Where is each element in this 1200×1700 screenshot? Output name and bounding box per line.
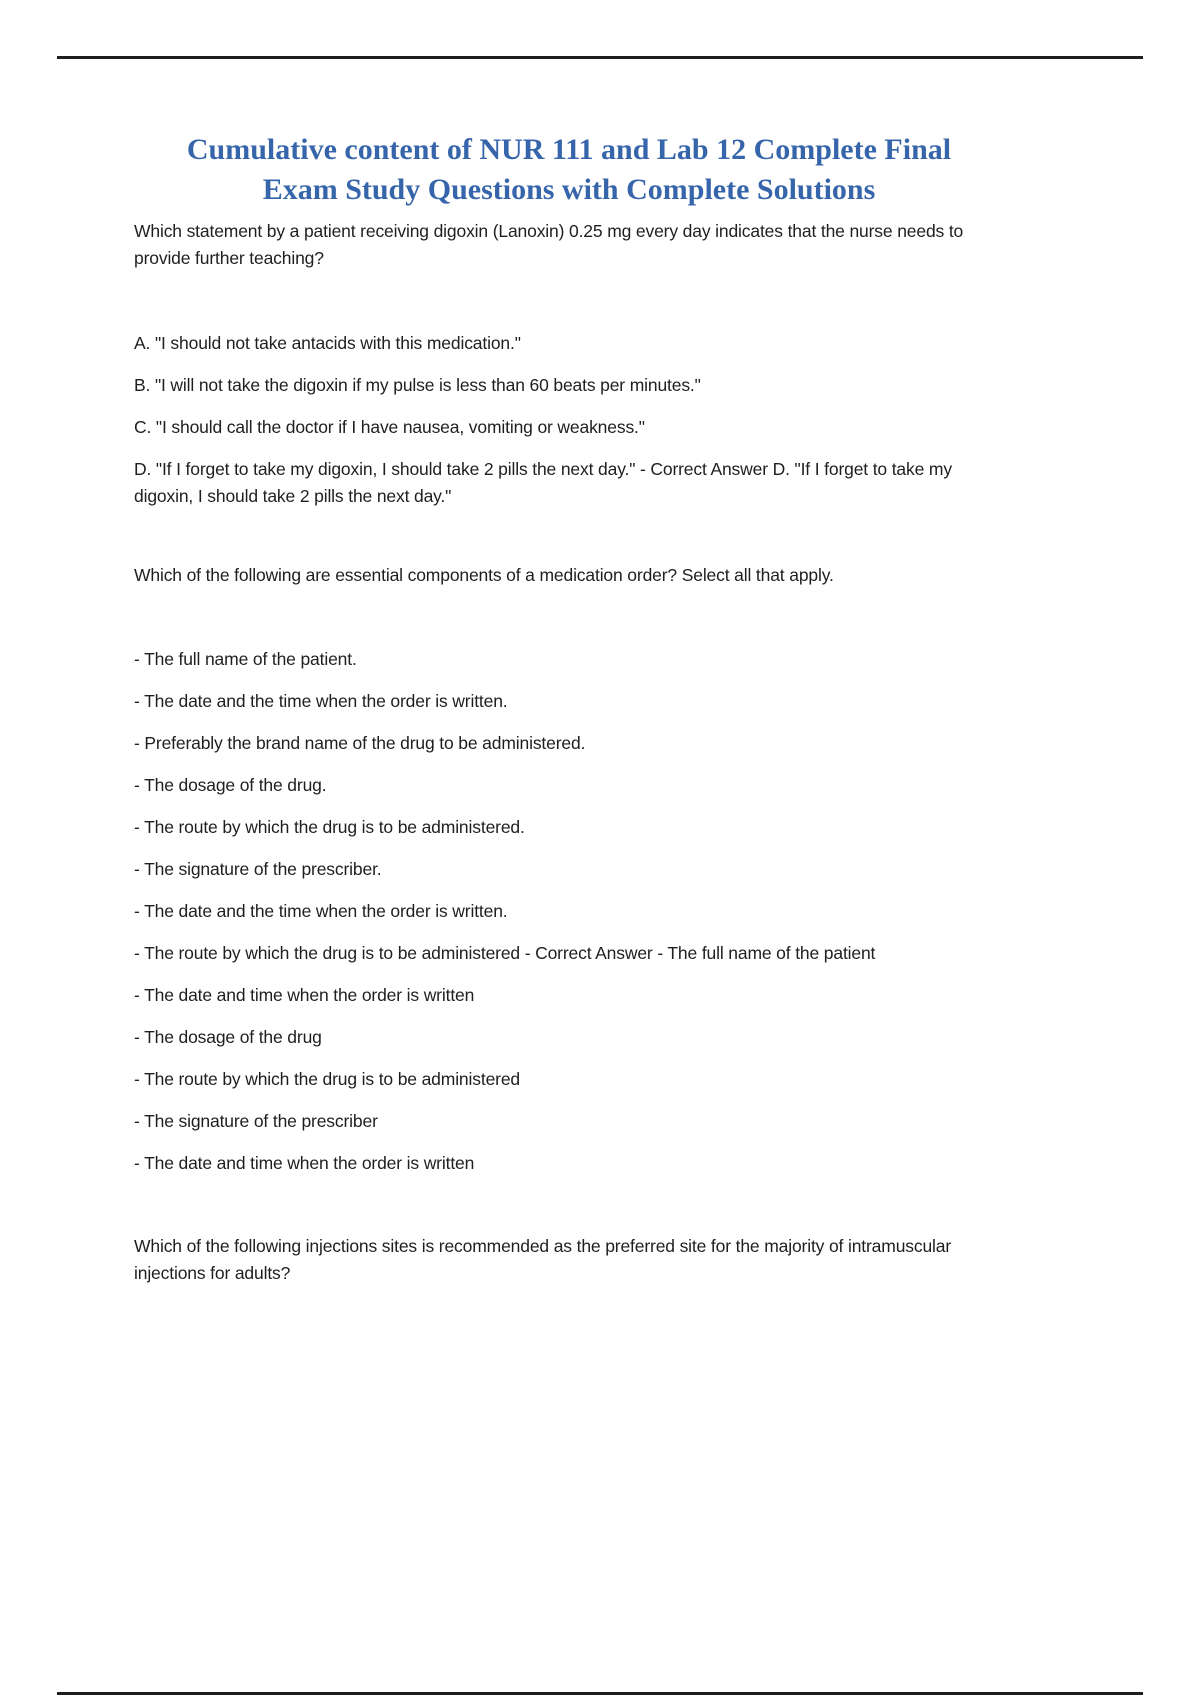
- answer-option-b: B. "I will not take the digoxin if my pulse is less than 60 beats per minutes.": [134, 375, 701, 395]
- medication-order-item-3: - Preferably the brand name of the drug to be administered.: [134, 733, 586, 753]
- medication-order-item-9: - The date and time when the order is written: [134, 985, 475, 1005]
- medication-order-item-10: - The dosage of the drug: [134, 1027, 322, 1047]
- medication-order-item-7: - The date and the time when the order is written.: [134, 901, 508, 921]
- top-horizontal-rule: [57, 56, 1143, 59]
- page-title-line-1: Cumulative content of NUR 111 and Lab 12 Complete Final: [186, 133, 952, 166]
- medication-order-item-6: - The signature of the prescriber.: [134, 859, 382, 879]
- question-2: Which of the following are essential components of a medication order? Select all that apply.: [134, 565, 834, 585]
- document-content: [134, 130, 1004, 1302]
- question-3: Which of the following injections sites is recommended as the preferred site for the majority of intramuscular injections for adults?: [134, 1236, 952, 1283]
- medication-order-item-12: - The signature of the prescriber: [134, 1111, 378, 1131]
- question-1: Which statement by a patient receiving digoxin (Lanoxin) 0.25 mg every day indicates that the nurse needs to provide further teaching?: [134, 221, 964, 268]
- page-title: [134, 130, 1004, 210]
- medication-order-item-5: - The route by which the drug is to be administered.: [134, 817, 525, 837]
- bottom-horizontal-rule: [57, 1692, 1143, 1695]
- page-title-line-2: Exam Study Questions with Complete Solutions: [262, 173, 876, 206]
- medication-order-item-2: - The date and the time when the order is written.: [134, 691, 508, 711]
- medication-order-item-1: - The full name of the patient.: [134, 649, 357, 669]
- medication-order-item-8: - The route by which the drug is to be administered - Correct Answer - The full name of the patient: [134, 943, 876, 963]
- answer-option-d: D. "If I forget to take my digoxin, I should take 2 pills the next day." - Correct Answer D. "If I forget to take my digoxin, I should take 2 pills the next day.": [134, 459, 952, 506]
- answer-option-a: A. "I should not take antacids with this medication.": [134, 333, 521, 353]
- medication-order-item-13: - The date and time when the order is written: [134, 1153, 475, 1173]
- answer-option-c: C. "I should call the doctor if I have nausea, vomiting or weakness.": [134, 417, 645, 437]
- medication-order-item-4: - The dosage of the drug.: [134, 775, 327, 795]
- medication-order-item-11: - The route by which the drug is to be administered: [134, 1069, 520, 1089]
